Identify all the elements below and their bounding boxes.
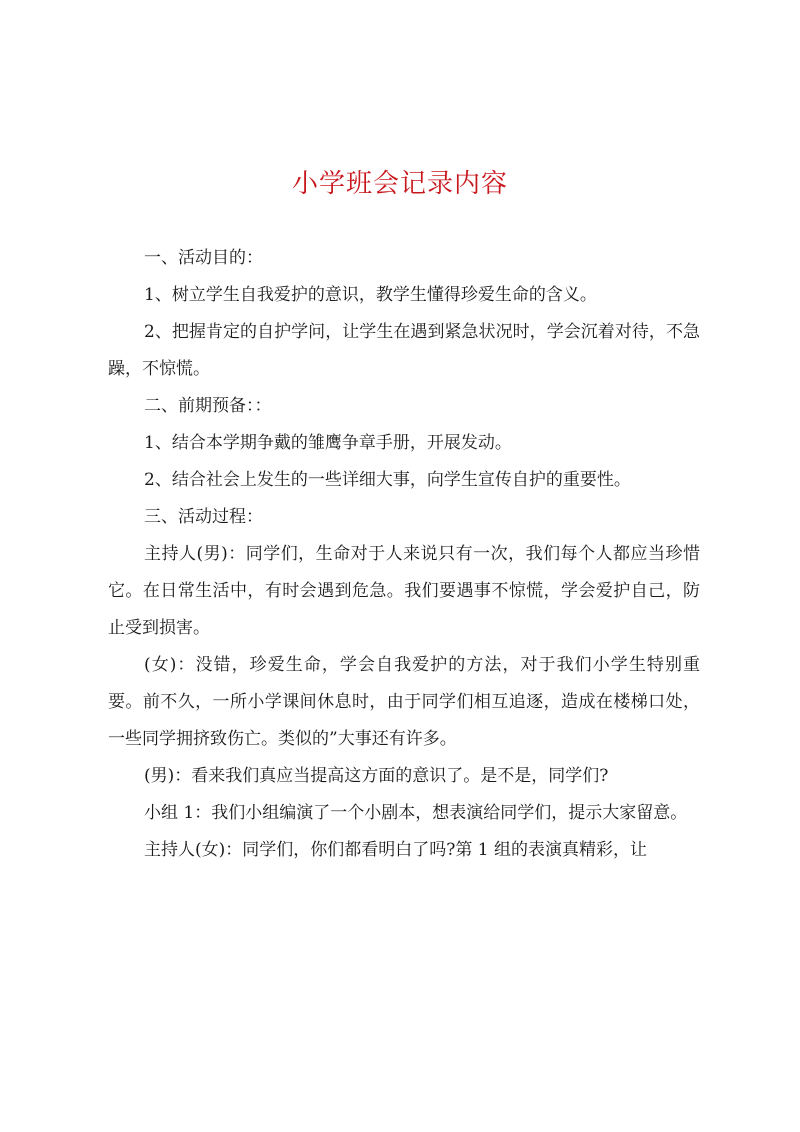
- paragraph: 1、树立学生自我爱护的意识，教学生懂得珍爱生命的含义。: [144, 285, 597, 305]
- paragraph: 主持人(女)：同学们，你们都看明白了吗?第 1 组的表演真精彩，让: [144, 840, 648, 860]
- document-body: [108, 240, 700, 869]
- paragraph: (女)：没错，珍爱生命，学会自我爱护的方法，对于我们小学生特别重要。前不久，一所小学课间休息时，由于同学们相互追逐，造成在楼梯口处，一些同学拥挤致伤亡。类似的”大事还有许多。: [108, 655, 700, 749]
- section-heading-goals: 一、活动目的：: [144, 248, 263, 268]
- paragraph: 2、把握肯定的自护学问，让学生在遇到紧急状况时，学会沉着对待，不急躁，不惊慌。: [108, 322, 700, 379]
- paragraph: 主持人(男)：同学们，生命对于人来说只有一次，我们每个人都应当珍惜它。在日常生活中，有时会遇到危急。我们要遇事不惊慌，学会爱护自己，防止受到损害。: [108, 544, 700, 638]
- paragraph: 小组 1：我们小组编演了一个小剧本，想表演给同学们，提示大家留意。: [144, 803, 688, 823]
- section-heading-process: 三、活动过程：: [144, 507, 263, 527]
- paragraph: 1、结合本学期争戴的雏鹰争章手册，开展发动。: [144, 433, 512, 453]
- paragraph: 2、结合社会上发生的一些详细大事，向学生宣传自护的重要性。: [144, 470, 631, 490]
- section-heading-preparation: 二、前期预备：：: [144, 396, 272, 416]
- paragraph: (男)：看来我们真应当提高这方面的意识了。是不是，同学们?: [144, 766, 609, 786]
- document-title: 小学班会记录内容: [291, 169, 508, 199]
